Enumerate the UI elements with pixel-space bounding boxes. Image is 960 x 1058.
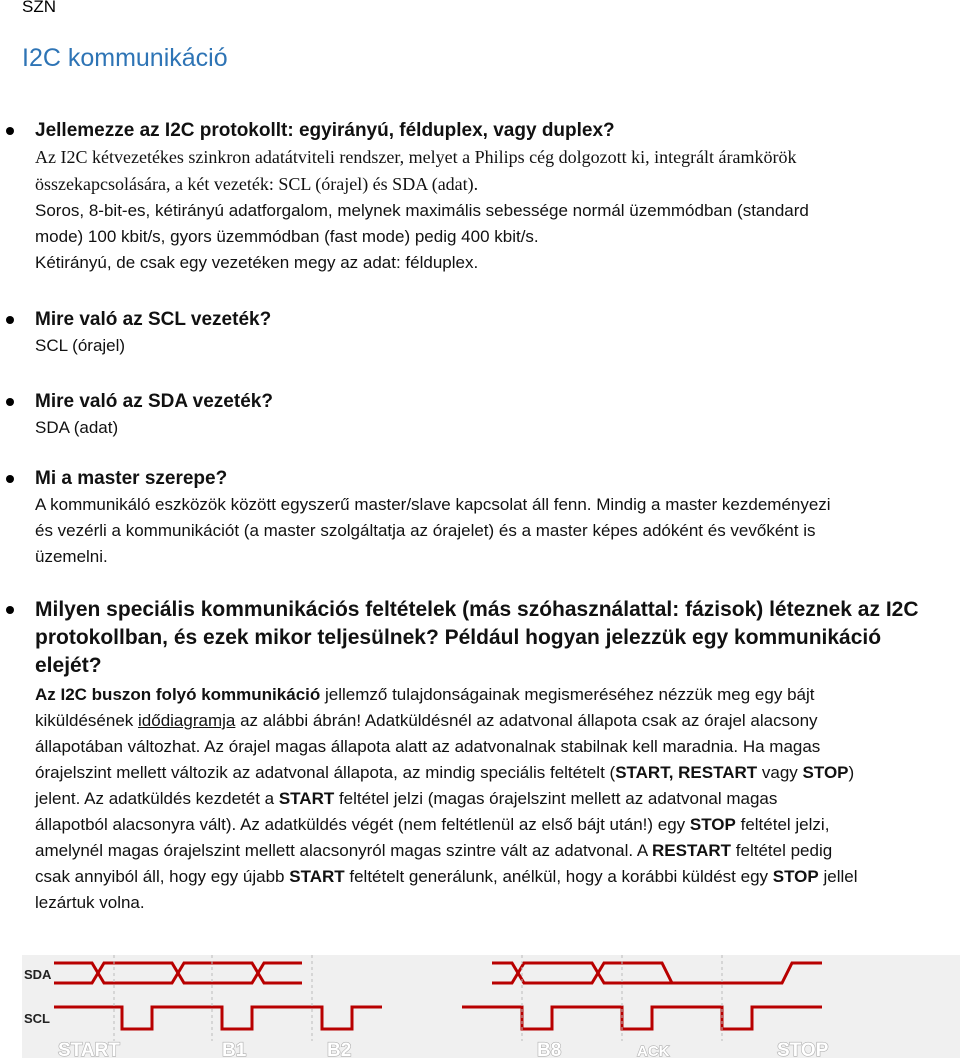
question-sda: Mire való az SDA vezeték? [35,391,273,412]
answer-line [35,708,960,734]
bullet-icon [6,475,14,483]
answer-line: üzemelni. [35,547,108,566]
text: jellemző tulajdonságainak megismeréséhez nézzük meg egy bájt [320,685,815,704]
answer-line: A kommunikáló eszközök között egyszerű master/slave kapcsolat áll fenn. Mindig a master kezdeményezi [35,495,831,514]
bold-text: RESTART [652,841,732,860]
text: órajelszint mellett változik az adatvonal állapota, az mindig speciális feltételt ( [35,763,616,782]
bold-text: START [289,867,345,886]
answer-line: mode) 100 kbit/s, gyors üzemmódban (fast mode) pedig 400 kbit/s. [35,227,539,246]
answer-scl: SCL (órajel) [35,336,126,355]
bullet-icon [6,398,14,406]
answer-line: állapotában változhat. Az órajel magas állapota alatt az adatvonalnak stabilnak kell maradnia. Ha magas [35,737,821,756]
answer-line: Soros, 8-bit-es, kétirányú adatforgalom, melynek maximális sebessége normál üzemmódban (standard [35,201,809,220]
text: állapotból alacsonyra vált). Az adatküldés végét (nem feltétlenül az első bájt után!) egy [35,815,690,834]
bold-text: STOP [772,867,819,886]
bullet-icon [6,606,14,614]
text: jellel [818,867,858,886]
question-conditions-line: elejét? [35,654,102,677]
answer-line [35,838,960,864]
answer-line: Az I2C kétvezetékes szinkron adatátviteli rendszer, melyet a Philips cég dolgozott ki, integrált áramkörök [35,147,797,167]
text: jelent. Az adatküldés kezdetét a [35,789,279,808]
answer-line [35,864,960,890]
bold-text: START [278,789,335,808]
question-master: Mi a master szerepe? [35,468,228,489]
text: feltételt generálunk, anélkül, hogy a korábbi küldést egy [344,867,773,886]
text: kiküldésének [35,711,139,730]
page-title: I2C kommunikáció [22,44,228,72]
bold-text: START, RESTART [615,763,758,782]
answer-line [35,812,960,838]
bullet-icon [6,316,14,324]
question-protocol: Jellemezze az I2C protokollt: egyirányú, félduplex, vagy duplex? [35,120,615,141]
answer-line: összekapcsolására, a két vezeték: SCL (órajel) és SDA (adat). [35,174,479,194]
section-protocol [35,118,960,276]
question-conditions-line: Milyen speciális kommunikációs feltételek (más szóhasználattal: fázisok) léteznek az I2C [35,598,919,621]
phase-label-b1: B1 [222,1040,247,1058]
phase-label-stop: STOP [777,1040,829,1058]
answer-line: lezártuk volna. [35,893,145,912]
answer-sda: SDA (adat) [35,418,119,437]
text: az alábbi ábrán! Adatküldésnél az adatvonal állapota csak az órajel alacsony [235,711,818,730]
phase-label-b2: B2 [327,1040,352,1058]
question-conditions-line: protokollban, és ezek mikor teljesülnek? Például hogyan jelezzük egy kommunikáció [35,626,882,649]
text: feltétel jelzi, [735,815,830,834]
question-scl: Mire való az SCL vezeték? [35,309,272,330]
answer-line: Kétirányú, de csak egy vezetéken megy az adat: félduplex. [35,253,479,272]
section-master [35,466,960,570]
text: feltétel jelzi (magas órajelszint mellett az adatvonal magas [334,789,778,808]
bullet-icon [6,127,14,135]
i2c-timing-diagram [22,955,960,1058]
phase-label-start: START [58,1040,120,1058]
section-sda [35,389,960,441]
text: feltétel pedig [731,841,833,860]
section-scl [35,307,960,359]
text: csak annyiból áll, hogy egy újabb [35,867,290,886]
bold-text: STOP [802,763,849,782]
answer-line: és vezérli a kommunikációt (a master szolgáltatja az órajelet) és a master képes adóként és vevőként is [35,521,816,540]
text: amelynél magas órajelszint mellett alacsonyról magas szintre vált az adatvonal. A [35,841,653,860]
text: vagy [757,763,803,782]
phase-label-ack: ACK [637,1043,670,1058]
text: ) [848,763,855,782]
scl-label: SCL [24,1011,50,1026]
bold-text: Az I2C buszon folyó kommunikáció [35,685,321,704]
bold-text: STOP [689,815,736,834]
page-header: SZN [22,0,56,16]
underlined-text: idődiagramja [138,711,236,730]
section-conditions [35,596,960,916]
answer-line [35,682,960,708]
answer-line [35,786,960,812]
sda-label: SDA [24,967,52,982]
answer-line [35,760,960,786]
phase-label-b8: B8 [537,1040,562,1058]
